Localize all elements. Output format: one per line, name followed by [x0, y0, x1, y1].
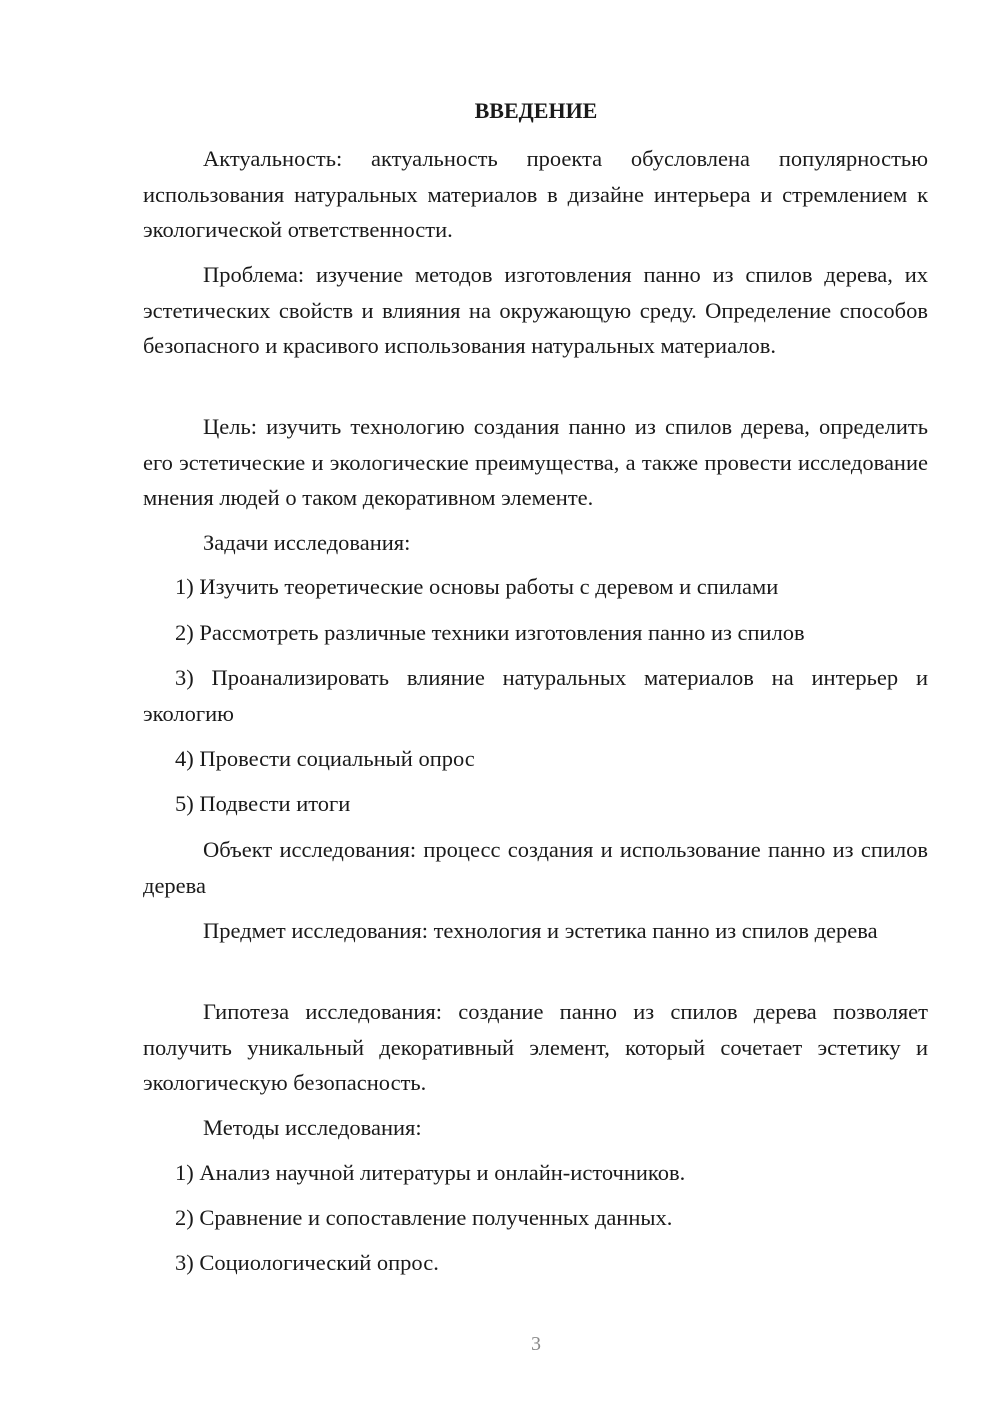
task-item-2: 2) Рассмотреть различные техники изготовления панно из спилов: [175, 620, 805, 645]
method-item-2: 2) Сравнение и сопоставление полученных данных.: [175, 1205, 673, 1230]
method-item-1: 1) Анализ научной литературы и онлайн-источников.: [175, 1160, 686, 1185]
paragraph-goal: Цель: изучить технологию создания панно из спилов дерева, определить его эстетические и экологические преимущества, а также провести исследование мнения людей о таком декоративном элементе.: [143, 414, 928, 510]
method-item-3: 3) Социологический опрос.: [175, 1250, 439, 1275]
paragraph-object: Объект исследования: процесс создания и использование панно из спилов дерева: [143, 837, 928, 898]
task-item-3: 3) Проанализировать влияние натуральных материалов на интерьер и экологию: [143, 665, 928, 726]
tasks-heading: Задачи исследования:: [203, 530, 411, 555]
task-item-4: 4) Провести социальный опрос: [175, 746, 475, 771]
paragraph-relevance: Актуальность: актуальность проекта обусловлена популярностью использования натуральных материалов в дизайне интерьера и стремлением к экологической ответственности.: [143, 146, 928, 242]
paragraph-problem: Проблема: изучение методов изготовления панно из спилов дерева, их эстетических свойств и влияния на окружающую среду. Определение способов безопасного и красивого использования натуральных материалов.: [143, 262, 928, 358]
task-item-1: 1) Изучить теоретические основы работы с деревом и спилами: [175, 574, 779, 599]
paragraph-hypothesis: Гипотеза исследования: создание панно из спилов дерева позволяет получить уникальный декоративный элемент, который сочетает эстетику и экологическую безопасность.: [143, 999, 928, 1095]
page-number: 3: [531, 1333, 541, 1355]
methods-heading: Методы исследования:: [203, 1115, 422, 1140]
page-title: ВВЕДЕНИЕ: [474, 98, 598, 123]
task-item-5: 5) Подвести итоги: [175, 791, 351, 816]
paragraph-subject: Предмет исследования: технология и эстетика панно из спилов дерева: [203, 918, 878, 943]
